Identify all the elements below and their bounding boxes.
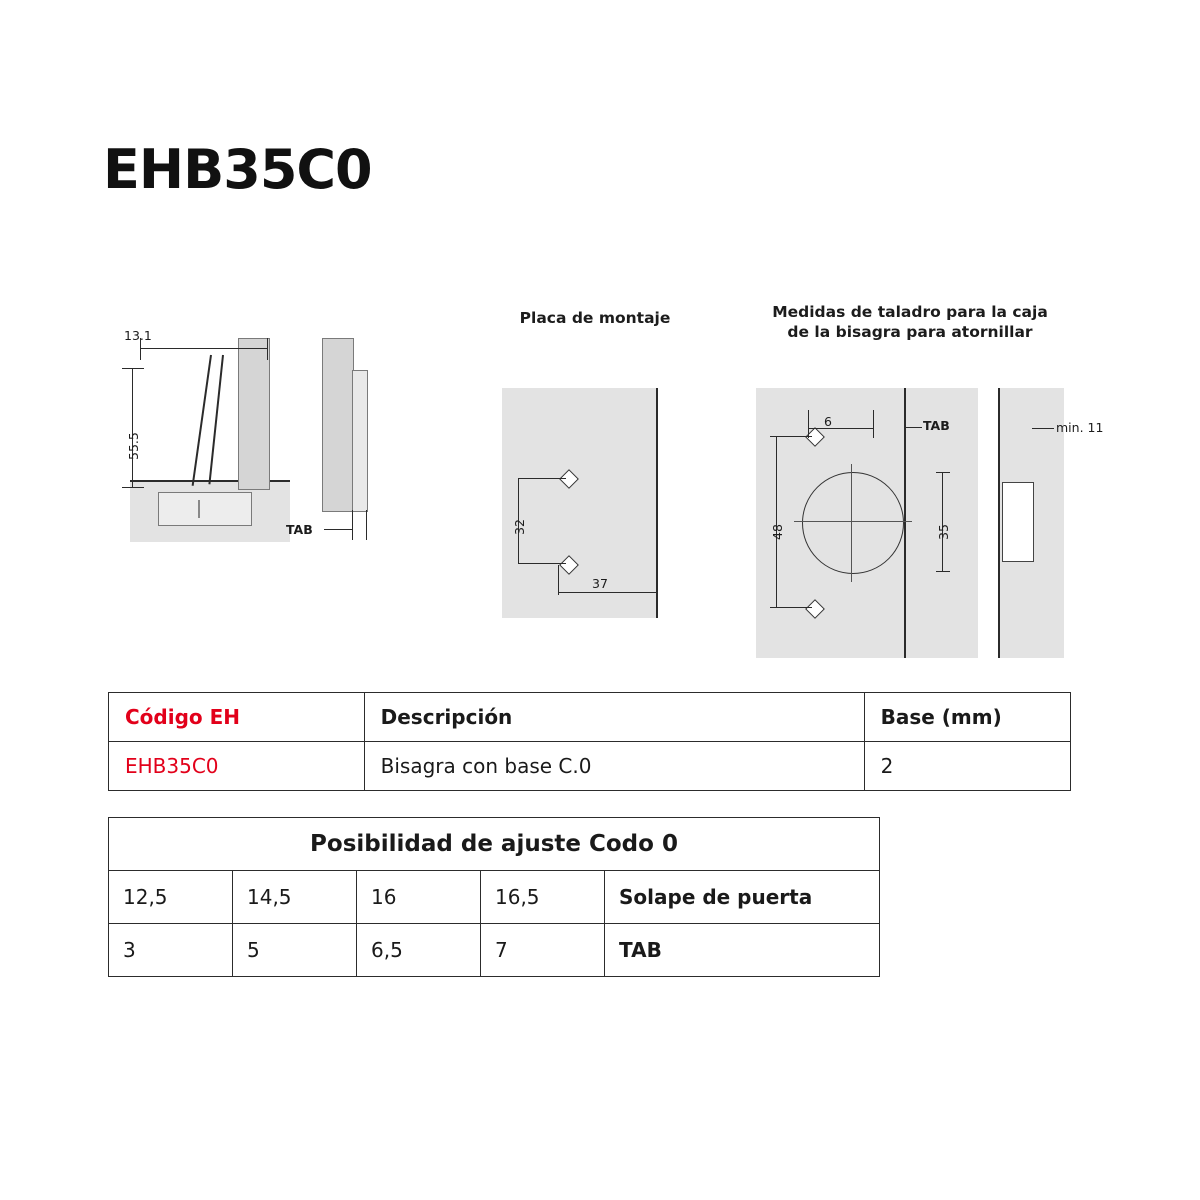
table-row: [109, 742, 1071, 791]
dim-label-tab-drill: TAB: [923, 418, 950, 433]
tab-leader-line: [324, 529, 352, 530]
table-header-row: [109, 693, 1071, 742]
adj-r1-v4: 16,5: [481, 871, 605, 924]
dim-line-left: [132, 368, 133, 488]
adj-r1-v3: 16: [357, 871, 481, 924]
dim-line-plate-horizontal: [558, 592, 656, 593]
dim-tick-35-bot: [936, 571, 950, 572]
dim-tick-6-left: [808, 410, 809, 438]
dim-tick-48-top: [770, 436, 812, 437]
table-row: [109, 871, 880, 924]
adj-r2-label: TAB: [605, 924, 880, 977]
dim-label-6: 6: [824, 414, 832, 429]
dim-label-37: 37: [592, 576, 608, 591]
dim-tick-left-bottom: [122, 487, 144, 488]
cell-base: 2: [864, 742, 1070, 791]
dim-label-55-5: 55.5: [126, 432, 141, 460]
dim-arrow-plate-v-top: [518, 478, 566, 479]
hinge-arm-line-2: [208, 355, 224, 484]
adj-r2-v3: 6,5: [357, 924, 481, 977]
dim-line-6: [808, 428, 874, 429]
dim-line-35: [942, 472, 943, 572]
dim-line-48: [776, 436, 777, 608]
diagram-drilling: [740, 290, 1104, 670]
dim-tick-48-bot: [770, 607, 812, 608]
adjustment-table: [108, 817, 880, 977]
adj-r2-v1: 3: [109, 924, 233, 977]
drilling-label-line2: de la bisagra para atornillar: [787, 323, 1033, 341]
hinge-cup: [158, 492, 252, 526]
mounting-plate-right-edge: [656, 388, 658, 618]
dim-label-min-11: min. 11: [1056, 420, 1104, 435]
header-codigo: Código EH: [109, 693, 365, 742]
adj-r1-v1: 12,5: [109, 871, 233, 924]
adjustment-title-row: [109, 818, 880, 871]
adjustment-title: Posibilidad de ajuste Codo 0: [109, 818, 880, 871]
diagram-region: [0, 290, 1200, 670]
section-pocket: [1002, 482, 1034, 562]
cell-descripcion: Bisagra con base C.0: [364, 742, 864, 791]
drilling-label-line1: Medidas de taladro para la caja: [772, 303, 1048, 321]
dim-label-tab-side: TAB: [286, 522, 313, 537]
dim-tick-35-top: [936, 472, 950, 473]
tab-leader-drill: [906, 427, 922, 428]
hinge-arm-line: [192, 355, 212, 486]
dim-label-35: 35: [936, 524, 951, 540]
mounting-plate-label: Placa de montaje: [519, 309, 671, 327]
dim-tick-6-right: [873, 410, 874, 438]
header-base: Base (mm): [864, 693, 1070, 742]
adj-r1-v2: 14,5: [233, 871, 357, 924]
dim-label-32: 32: [512, 519, 527, 535]
product-table: [108, 692, 1071, 791]
door-panel-side-strip: [352, 370, 368, 512]
cup-center-line: [198, 500, 200, 518]
dim-tick-plate-h: [558, 565, 559, 595]
drilling-body-right-edge: [904, 388, 906, 658]
diagram-side-view: [110, 310, 410, 570]
header-descripcion: Descripción: [364, 693, 864, 742]
adj-r2-v4: 7: [481, 924, 605, 977]
adj-r2-v2: 5: [233, 924, 357, 977]
min-leader-line: [1032, 428, 1054, 429]
table-row: [109, 924, 880, 977]
door-panel-side: [322, 338, 354, 512]
cup-hole-circle: [802, 472, 904, 574]
cell-codigo: EHB35C0: [109, 742, 365, 791]
dim-arrow-plate-v-bot: [518, 563, 566, 564]
circle-center-h: [794, 521, 912, 522]
tab-tick-2: [366, 510, 367, 540]
dim-label-48: 48: [770, 524, 785, 540]
dim-tick-left-top: [122, 368, 144, 369]
circle-center-v: [851, 464, 852, 582]
dim-tick-top-right: [267, 338, 268, 360]
adj-r1-label: Solape de puerta: [605, 871, 880, 924]
diagram-mounting-plate: [470, 290, 720, 640]
dim-label-13-1: 13.1: [124, 328, 152, 343]
door-panel: [238, 338, 270, 490]
tab-tick-1: [352, 510, 353, 540]
section-left-edge: [998, 388, 1000, 658]
dim-line-top: [140, 348, 268, 349]
page-title: EHB35C0: [103, 138, 372, 201]
mounting-plate-body: [502, 388, 657, 618]
